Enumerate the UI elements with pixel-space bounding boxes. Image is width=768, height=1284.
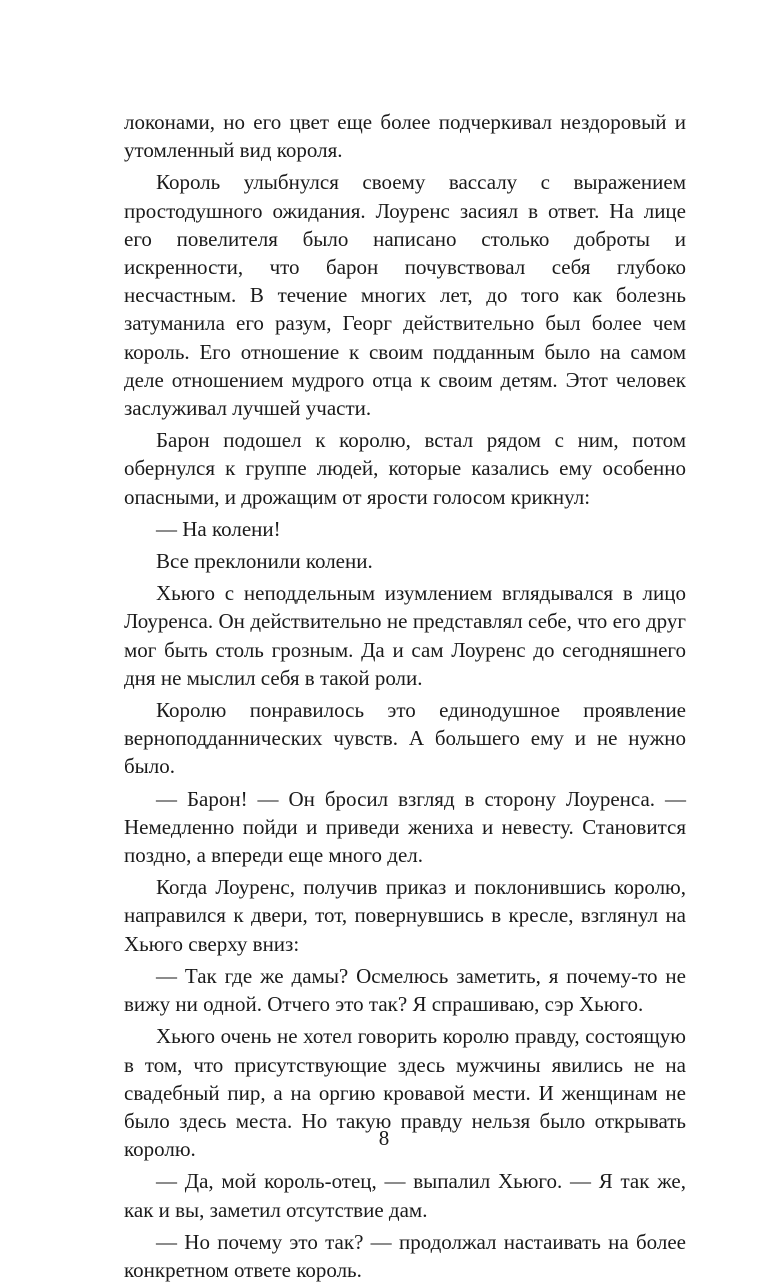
paragraph: локонами, но его цвет еще более подчеркивал нездоровый и утомленный вид короля. [124, 110, 686, 163]
paragraph: Хьюго очень не хотел говорить королю правду, состоящую в том, что присутствующие здесь мужчины явились не на свадебный пир, а на оргию кровавой мести. И женщинам не было здесь места. Но такую правду нельзя было открывать королю. [124, 1024, 686, 1162]
dialogue-line: — Так где же дамы? Осмелюсь заметить, я почему-то не вижу ни одной. Отчего это так? Я спрашиваю, сэр Хьюго. [124, 963, 686, 1017]
paragraph: Королю понравилось это единодушное проявление верноподданнических чувств. А большего ему и не нужно было. [124, 698, 686, 779]
dialogue-line: — Да, мой король-отец, — выпалил Хьюго. — Я так же, как и вы, заметил отсутствие дам. [124, 1169, 686, 1222]
dialogue-line: — На колени! [156, 516, 281, 541]
page-number: 8 [378, 1126, 390, 1150]
dialogue-line: — Но почему это так? — продолжал настаивать на более конкретном ответе король. [124, 1229, 686, 1282]
paragraph: Король улыбнулся своему вассалу с выражением простодушного ожидания. Лоуренс засиял в ответ. На лице его повелителя было написано столько доброты и искренности, что барон почувствовал себя глубоко несчастным. В течение многих лет, до того как болезнь затуманила его разум, Георг действительно был более чем король. Его отношение к своим подданным было на самом деле отношением мудрого отца к своим детям. Этот человек заслуживал лучшей участи. [124, 170, 686, 421]
dialogue-line: — Барон! — Он бросил взгляд в сторону Лоуренса. — Немедленно пойди и приведи жениха и невесту. Становится поздно, а впереди еще много дел. [124, 786, 686, 868]
paragraph: Барон подошел к королю, встал рядом с ним, потом обернулся к группе людей, которые казались ему особенно опасными, и дрожащим от ярости голосом крикнул: [124, 428, 686, 509]
paragraph: Когда Лоуренс, получив приказ и поклонившись королю, направился к двери, тот, повернувшись в кресле, взглянул на Хьюго сверху вниз: [124, 875, 686, 956]
paragraph: Все преклонили колени. [156, 549, 373, 574]
paragraph: Хьюго с неподдельным изумлением вглядывался в лицо Лоуренса. Он действительно не представлял себе, что его друг мог быть столь грозным. Да и сам Лоуренс до сегодняшнего дня не мыслил себя в такой роли. [124, 581, 686, 690]
body-text [124, 108, 686, 1284]
